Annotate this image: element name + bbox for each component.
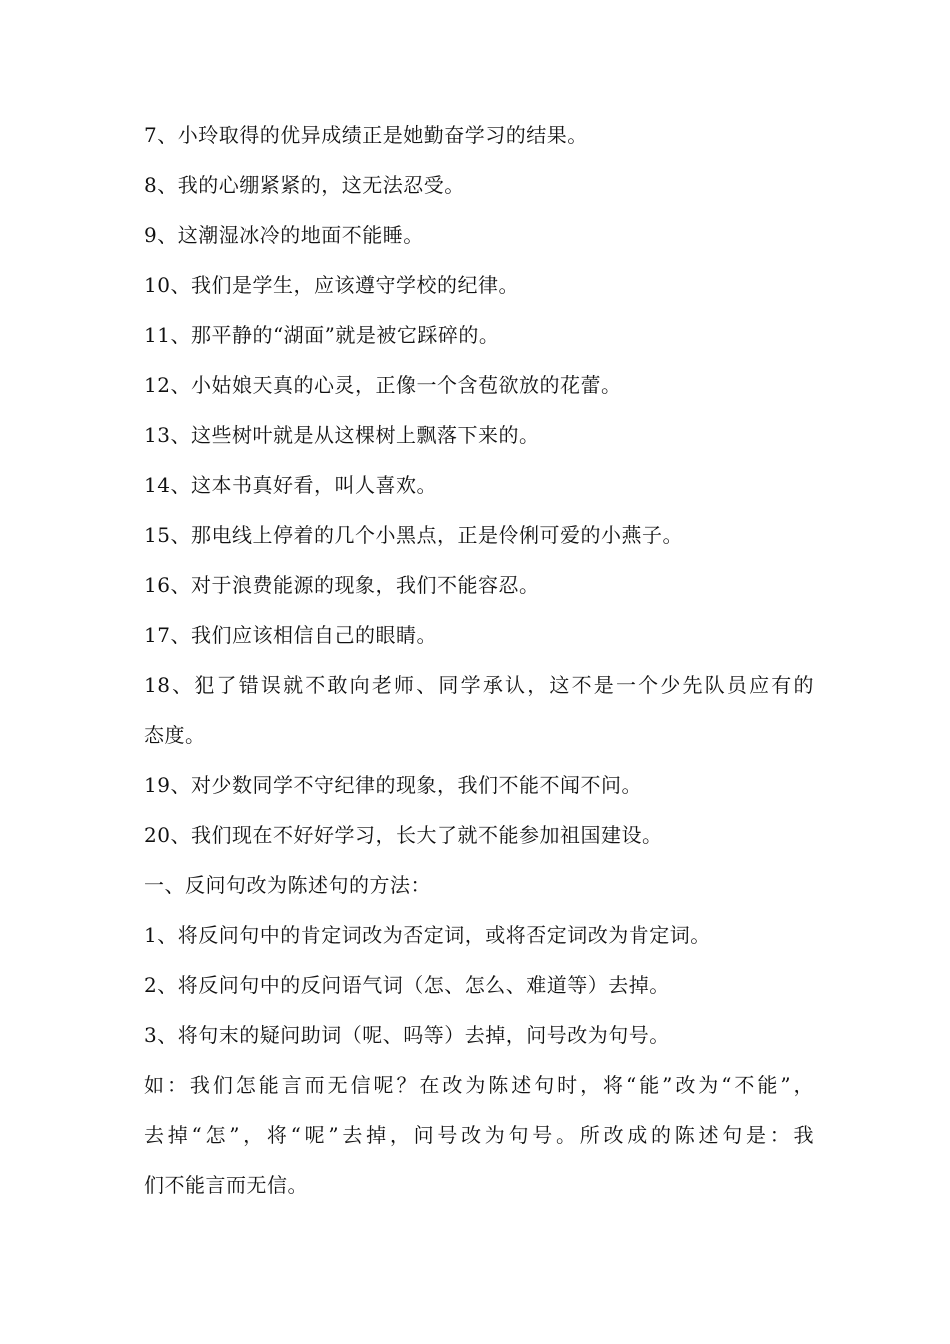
sentence-18-line-1: 18、犯了错误就不敢向老师、同学承认，这不是一个少先队员应有的 [144, 673, 814, 697]
sentence-12: 12、小姑娘天真的心灵，正像一个含苞欲放的花蕾。 [144, 373, 622, 397]
sentence-13: 13、这些树叶就是从这棵树上飘落下来的。 [144, 423, 540, 447]
sentence-18-line-2: 态度。 [144, 723, 206, 747]
sentence-19: 19、对少数同学不守纪律的现象，我们不能不闻不问。 [144, 773, 642, 797]
sentence-7: 7、小玲取得的优异成绩正是她勤奋学习的结果。 [144, 123, 588, 147]
example-line-3: 们不能言而无信。 [144, 1173, 308, 1197]
sentence-9: 9、这潮湿冰冷的地面不能睡。 [144, 223, 424, 247]
sentence-16: 16、对于浪费能源的现象，我们不能容忍。 [144, 573, 540, 597]
method-1: 1、将反问句中的肯定词改为否定词，或将否定词改为肯定词。 [144, 923, 711, 947]
example-line-2: 去掉“怎”，将“呢”去掉，问号改为句号。所改成的陈述句是：我 [144, 1123, 814, 1147]
sentence-15: 15、那电线上停着的几个小黑点，正是伶俐可爱的小燕子。 [144, 523, 683, 547]
section-heading: 一、反问句改为陈述句的方法： [144, 873, 431, 897]
document-body [144, 110, 814, 1210]
example-line-1: 如：我们怎能言而无信呢？在改为陈述句时，将“能”改为“不能”， [144, 1073, 814, 1097]
sentence-11: 11、那平静的“湖面”就是被它踩碎的。 [144, 323, 500, 347]
method-3: 3、将句末的疑问助词（呢、吗等）去掉，问号改为句号。 [144, 1023, 670, 1047]
sentence-20: 20、我们现在不好好学习，长大了就不能参加祖国建设。 [144, 823, 663, 847]
method-2: 2、将反问句中的反问语气词（怎、怎么、难道等）去掉。 [144, 973, 670, 997]
sentence-17: 17、我们应该相信自己的眼睛。 [144, 623, 437, 647]
sentence-10: 10、我们是学生，应该遵守学校的纪律。 [144, 273, 519, 297]
sentence-14: 14、这本书真好看，叫人喜欢。 [144, 473, 437, 497]
sentence-8: 8、我的心绷紧紧的，这无法忍受。 [144, 173, 465, 197]
